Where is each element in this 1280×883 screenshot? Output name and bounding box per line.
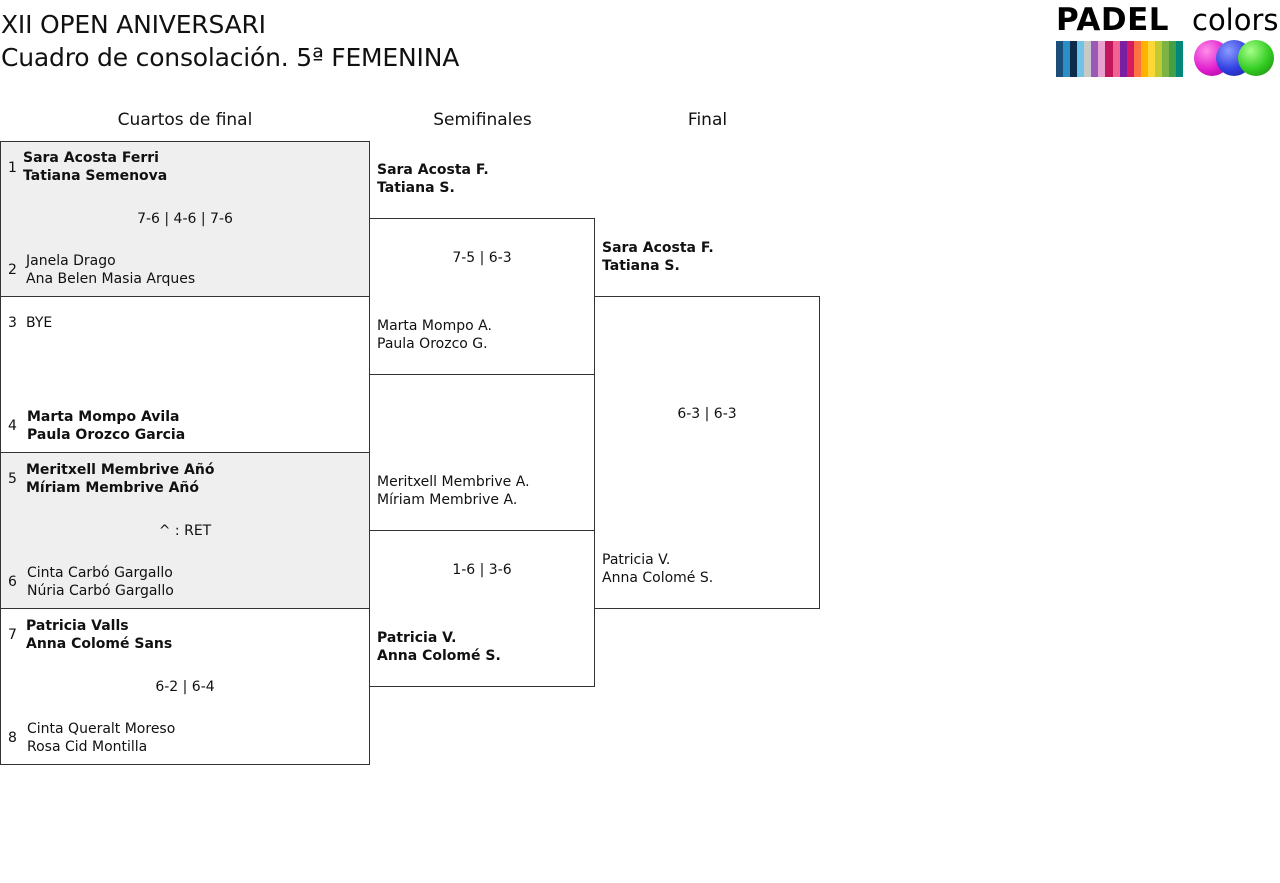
match-score: 7-6 | 4-6 | 7-6	[137, 211, 233, 227]
round-header-final: Final	[687, 110, 728, 130]
player-name: Sara Acosta F.	[377, 162, 489, 178]
seed-number: 4	[8, 418, 17, 434]
player-name: Tatiana Semenova	[23, 168, 168, 184]
player-name: Marta Mompo Avila	[27, 409, 180, 425]
logo-stripe	[1127, 41, 1134, 77]
seed-number: 5	[8, 471, 17, 487]
logo-stripe	[1120, 41, 1127, 77]
logo-stripe	[1113, 41, 1120, 77]
logo-stripe	[1056, 41, 1063, 77]
logo-stripe	[1148, 41, 1155, 77]
logo-stripe	[1169, 41, 1176, 77]
semifinal-1-team-bottom	[377, 317, 492, 353]
quarterfinal-match-4	[0, 608, 370, 765]
match-score: 6-3 | 6-3	[677, 406, 737, 422]
final-team-bottom	[602, 551, 713, 587]
logo-stripe	[1105, 41, 1112, 77]
team-top	[26, 617, 172, 653]
semifinal-2-team-top	[377, 473, 530, 509]
player-name: Sara Acosta F.	[602, 240, 714, 256]
logo-stripe	[1077, 41, 1084, 77]
player-name: Marta Mompo A.	[377, 318, 492, 334]
quarterfinal-match-3	[0, 452, 370, 609]
player-name: Anna Colomé S.	[602, 570, 714, 586]
player-name: Cinta Queralt Moreso	[27, 721, 176, 737]
quarterfinal-match-1	[0, 141, 370, 298]
seed-number: 7	[8, 627, 17, 643]
match-score: 6-2 | 6-4	[155, 679, 215, 695]
logo-stripe	[1070, 41, 1077, 77]
seed-number: 3	[8, 315, 17, 331]
logo-stripe	[1141, 41, 1148, 77]
team-bottom	[27, 720, 175, 756]
player-name: Sara Acosta Ferri	[23, 150, 159, 166]
player-name: Míriam Membrive Añó	[26, 480, 199, 496]
final-team-top	[602, 239, 714, 275]
player-name: Rosa Cid Montilla	[27, 739, 148, 755]
green-ball-icon	[1238, 40, 1274, 76]
seed-number: 8	[8, 730, 17, 746]
player-name: Janela Drago	[26, 253, 116, 269]
player-name: Meritxell Membrive Añó	[26, 462, 215, 478]
seed-number: 1	[8, 160, 17, 176]
player-name: Patricia V.	[602, 552, 671, 568]
padel-colors-logo	[1055, 2, 1277, 82]
logo-stripe	[1098, 41, 1105, 77]
team-bottom	[26, 252, 195, 288]
player-name: Paula Orozco G.	[377, 336, 488, 352]
logo-stripe	[1162, 41, 1169, 77]
logo-stripe	[1155, 41, 1162, 77]
seed-number: 6	[8, 574, 17, 590]
seed-number: 2	[8, 262, 17, 278]
player-name: Anna Colomé Sans	[26, 636, 173, 652]
player-name: Patricia V.	[377, 630, 457, 646]
team-top	[26, 461, 214, 497]
match-score: 7-5 | 6-3	[452, 250, 512, 266]
player-name: Míriam Membrive A.	[377, 492, 518, 508]
match-score: 1-6 | 3-6	[452, 562, 512, 578]
player-name: BYE	[26, 315, 53, 331]
semifinal-1-team-top	[377, 161, 489, 197]
team-bottom	[27, 408, 185, 444]
logo-word-colors: colors	[1192, 3, 1279, 37]
team-top	[23, 149, 167, 185]
round-header-quarterfinals: Cuartos de final	[117, 110, 253, 130]
semifinal-2-team-bottom	[377, 629, 501, 665]
player-name: Patricia Valls	[26, 618, 129, 634]
logo-stripe	[1134, 41, 1141, 77]
round-header-semifinals: Semifinales	[433, 110, 532, 130]
quarterfinal-match-2	[0, 296, 370, 453]
logo-word-padel: PADEL	[1056, 2, 1170, 38]
draw-subtitle: Cuadro de consolación. 5ª FEMENINA	[1, 43, 460, 72]
player-name: Tatiana S.	[377, 180, 455, 196]
logo-stripe	[1084, 41, 1091, 77]
player-name: Meritxell Membrive A.	[377, 474, 530, 490]
player-name: Ana Belen Masia Arques	[26, 271, 196, 287]
player-name: Tatiana S.	[602, 258, 680, 274]
logo-stripe	[1176, 41, 1183, 77]
match-score: ^ : RET	[158, 523, 212, 539]
tournament-title: XII OPEN ANIVERSARI	[1, 10, 266, 39]
player-name: Núria Carbó Gargallo	[27, 583, 174, 599]
logo-stripe	[1063, 41, 1070, 77]
player-name: Cinta Carbó Gargallo	[27, 565, 173, 581]
logo-color-stripes	[1056, 41, 1183, 77]
player-name: Anna Colomé S.	[377, 648, 501, 664]
logo-stripe	[1091, 41, 1098, 77]
team-bottom	[27, 564, 174, 600]
team-top	[26, 314, 52, 332]
player-name: Paula Orozco Garcia	[27, 427, 186, 443]
